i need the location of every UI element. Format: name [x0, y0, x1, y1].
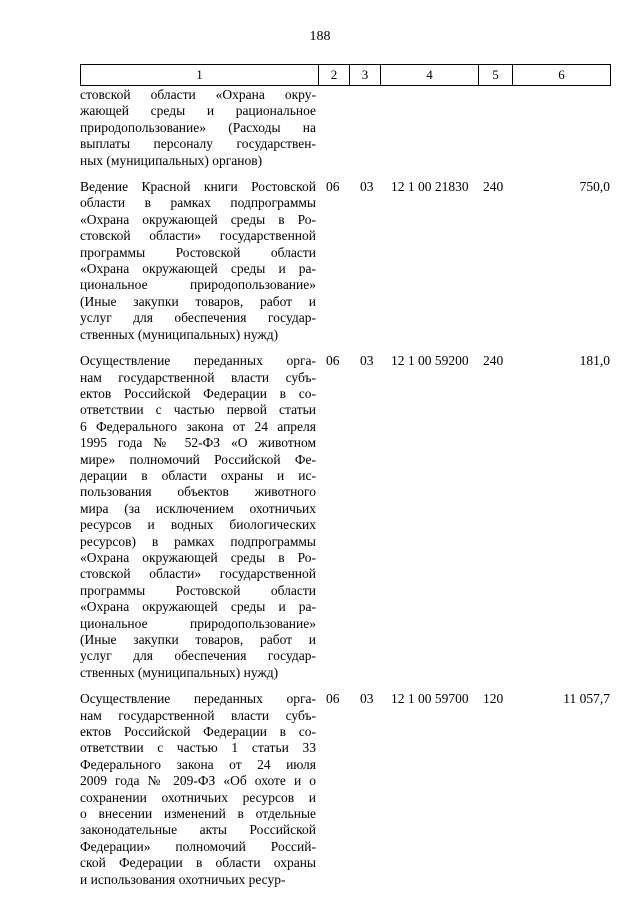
- row-description: [80, 353, 316, 681]
- section-code: 06: [326, 179, 340, 195]
- amount: 181,0: [579, 353, 610, 369]
- description-line: ответствии с частью 1 статьи 33: [80, 740, 316, 756]
- row-description: [80, 179, 316, 343]
- description-line: ектов Российской Федерации в со-: [80, 724, 316, 740]
- description-line: «Охрана окружающей среды и ра-: [80, 261, 316, 277]
- row-description: [80, 87, 316, 169]
- description-line: «Охрана окружающей среды и ра-: [80, 599, 316, 615]
- table-row: [80, 179, 610, 343]
- description-line: ных (муниципальных) органов): [80, 152, 263, 168]
- description-line: программы Ростовской области: [80, 244, 316, 260]
- target-article-code: 12 1 00 21830: [391, 179, 469, 195]
- description-line: мира (за исключением охотничьих: [80, 500, 316, 516]
- description-line: ственных (муниципальных) нужд): [80, 326, 279, 342]
- section-code: 06: [326, 353, 340, 369]
- description-line: ектов Российской Федерации в со-: [80, 385, 316, 401]
- column-header-5: 5: [479, 65, 513, 86]
- description-line: ответствии с частью первой статьи: [80, 402, 316, 418]
- description-line: Осуществление переданных орга-: [80, 691, 316, 707]
- description-line: жающей среды и рациональное: [80, 103, 316, 119]
- description-line: Федерации» полномочий Россий-: [80, 838, 316, 854]
- description-line: 2009 года № 209-ФЗ «Об охоте и о: [80, 773, 316, 789]
- description-line: ресурсов) в рамках подпрограммы: [80, 533, 316, 549]
- column-header-table: [80, 64, 611, 86]
- description-line: Ведение Красной книги Ростовской: [80, 179, 316, 195]
- page-number: 188: [309, 29, 331, 44]
- description-line: (Иные закупки товаров, работ и: [80, 293, 316, 309]
- description-line: нам государственной власти субъ-: [80, 369, 316, 385]
- table-row: [80, 353, 610, 681]
- description-line: мире» полномочий Российской Фе-: [80, 451, 316, 467]
- column-header-6: 6: [513, 65, 611, 86]
- column-header-1: 1: [81, 65, 319, 86]
- description-line: программы Ростовской области: [80, 582, 316, 598]
- target-article-code: 12 1 00 59700: [391, 691, 469, 707]
- description-line: законодательные акты Российской: [80, 822, 316, 838]
- expense-type-code: 240: [483, 353, 504, 369]
- subsection-code: 03: [360, 691, 374, 707]
- description-line: Федерального закона от 24 июля: [80, 756, 316, 772]
- description-line: стовской области» государственной: [80, 566, 316, 582]
- description-line: дерации в области охраны и ис-: [80, 467, 316, 483]
- description-line: и использования охотничьих ресур-: [80, 871, 286, 887]
- description-line: о внесении изменений в отдельные: [80, 806, 316, 822]
- description-line: ресурсов и водных биологических: [80, 517, 316, 533]
- column-header-row: [81, 65, 611, 86]
- column-header-3: 3: [350, 65, 381, 86]
- description-line: циональное природопользование»: [80, 277, 316, 293]
- row-description: [80, 691, 316, 888]
- description-line: стовской области» государственной: [80, 228, 316, 244]
- description-line: 6 Федерального закона от 24 апреля: [80, 418, 316, 434]
- description-line: сохранении охотничьих ресурсов и: [80, 789, 316, 805]
- subsection-code: 03: [360, 179, 374, 195]
- subsection-code: 03: [360, 353, 374, 369]
- expense-type-code: 240: [483, 179, 504, 195]
- description-line: циональное природопользование»: [80, 615, 316, 631]
- description-line: области в рамках подпрограммы: [80, 195, 316, 211]
- table-row: [80, 87, 610, 169]
- description-line: пользования объектов животного: [80, 484, 316, 500]
- section-code: 06: [326, 691, 340, 707]
- description-line: ской Федерации в области охраны: [80, 855, 316, 871]
- description-line: выплаты персоналу государствен-: [80, 136, 316, 152]
- description-line: стовской области «Охрана окру-: [80, 87, 316, 102]
- description-line: Осуществление переданных орга-: [80, 353, 316, 369]
- description-line: (Иные закупки товаров, работ и: [80, 632, 316, 647]
- column-header-4: 4: [381, 65, 479, 86]
- table-body: [80, 87, 610, 898]
- description-line: 1995 года № 52-ФЗ «О животном: [80, 435, 316, 451]
- table-row: [80, 691, 610, 888]
- description-line: нам государственной власти субъ-: [80, 707, 316, 723]
- description-line: «Охрана окружающей среды в Ро-: [80, 549, 316, 565]
- description-line: услуг для обеспечения государ-: [80, 310, 316, 326]
- description-line: услуг для обеспечения государ-: [80, 648, 316, 664]
- description-line: ственных (муниципальных) нужд): [80, 664, 279, 680]
- description-line: природопользование» (Расходы на: [80, 119, 316, 135]
- description-line: «Охрана окружающей среды в Ро-: [80, 211, 316, 227]
- amount: 750,0: [579, 179, 610, 195]
- expense-type-code: 120: [483, 691, 504, 707]
- amount: 11 057,7: [563, 691, 610, 707]
- target-article-code: 12 1 00 59200: [391, 353, 469, 369]
- column-header-2: 2: [319, 65, 350, 86]
